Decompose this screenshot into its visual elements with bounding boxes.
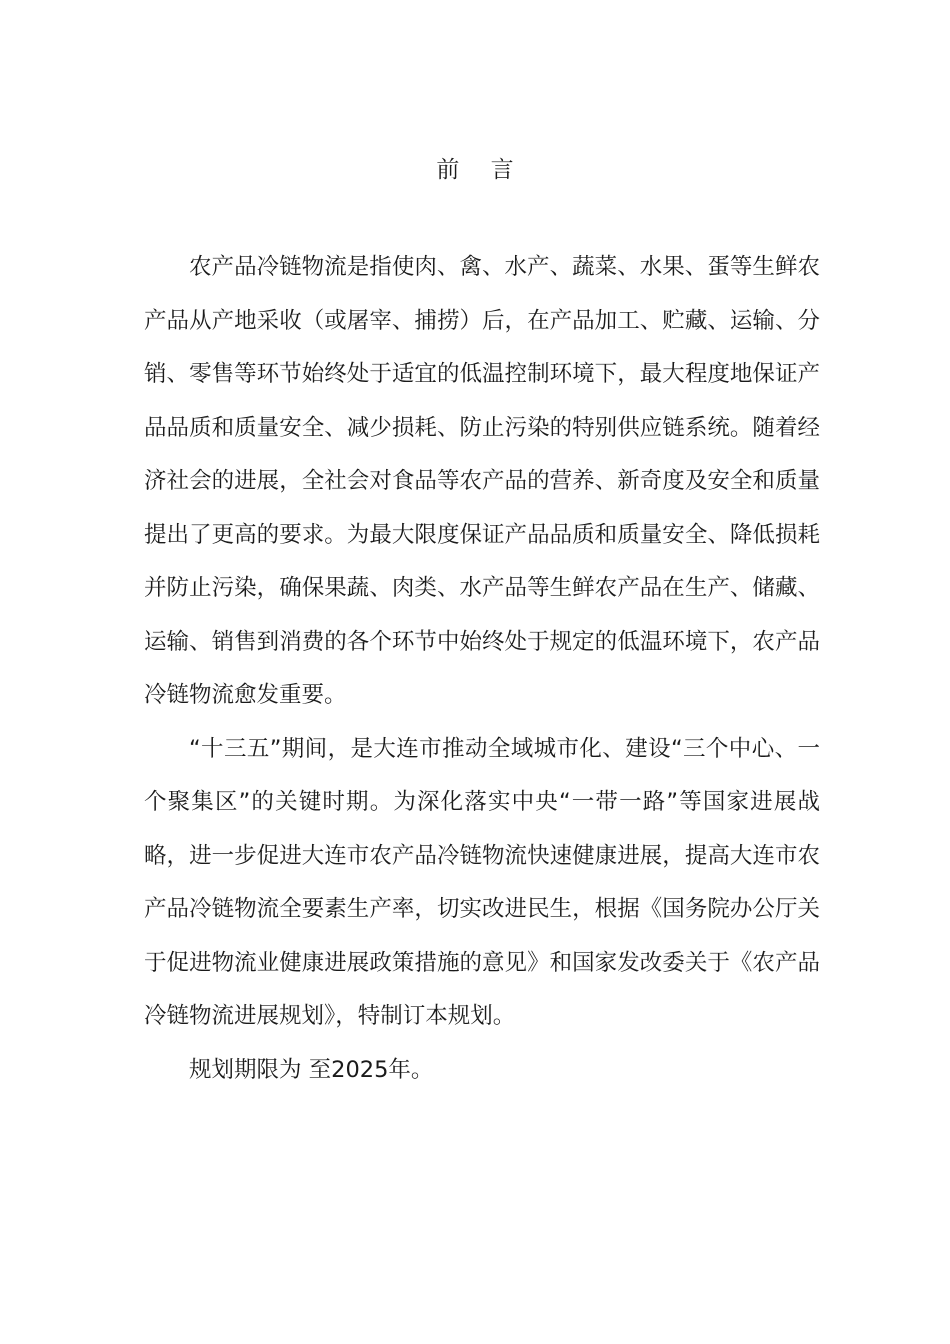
page-title: 前 言 (436, 157, 526, 183)
paragraph-context: “十三五”期间，是大连市推动全域城市化、建设“三个中心、一个聚集区”的关键时期。为深化落实中央“一带一路”等国家进展战略，进一步促进大连市农产品冷链物流快速健康进展，提高大连市农产品冷链物流全要素生产率，切实改进民生，根据《国务院办公厅关于促进物流业健康进展政策措施的意见》和国家发改委关于《农产品冷链物流进展规划》，特制订本规划。 (144, 735, 820, 1029)
paragraph-intro: 农产品冷链物流是指使肉、禽、水产、蔬菜、水果、蛋等生鲜农产品从产地采收（或屠宰、捕捞）后，在产品加工、贮藏、运输、分销、零售等环节始终处于适宜的低温控制环境下，最大程度地保证产品品质和质量安全、减少损耗、防止污染的特别供应链系统。随着经济社会的进展，全社会对食品等农产品的营养、新奇度及安全和质量提出了更高的要求。为最大限度保证产品品质和质量安全、降低损耗并防止污染，确保果蔬、肉类、水产品等生鲜农产品在生产、储藏、运输、销售到消费的各个环节中始终处于规定的低温环境下，农产品冷链物流愈发重要。 (144, 254, 820, 708)
paragraph-period: 规划期限为 至2025年。 (189, 1056, 434, 1083)
document-body (144, 241, 820, 1097)
